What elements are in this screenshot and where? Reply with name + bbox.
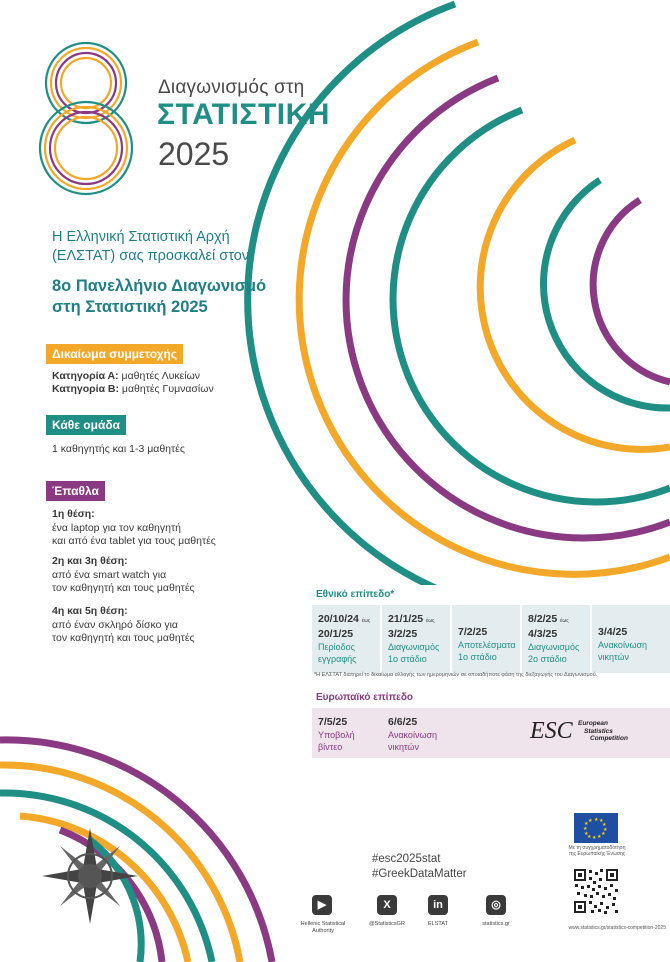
- arc-purple-2: [593, 200, 670, 382]
- national-panel: [312, 585, 670, 673]
- national-title: Εθνικό επίπεδο*: [316, 589, 395, 600]
- svg-text:★: ★: [594, 817, 599, 823]
- svg-text:★: ★: [584, 831, 589, 837]
- linkedin-label: ELSTAT: [428, 921, 448, 927]
- svg-text:★: ★: [603, 827, 608, 833]
- x-label: @StatisticsGR: [369, 921, 405, 927]
- hashtag-greekdata: #GreekDataMatter: [372, 868, 467, 880]
- prize-2: 2η και 3η θέση: από ένα smart watch για τον καθηγητή και τους μαθητές: [52, 555, 195, 594]
- header-line1: Διαγωνισμός στη: [158, 77, 305, 98]
- prize-1: 1η θέση: ένα laptop για τον καθηγητή και από ένα tablet για τους μαθητές: [52, 508, 216, 547]
- svg-text:★: ★: [597, 834, 602, 840]
- eligibility-label: Δικαίωμα συμμετοχής: [46, 344, 183, 364]
- prizes-label: Έπαθλα: [46, 481, 105, 501]
- national-cell-stage2: 8/2/25 έως 4/3/25 Διαγωνισμός 2ο στάδιο: [522, 605, 592, 673]
- svg-text:★: ★: [599, 818, 604, 824]
- svg-text:★: ★: [583, 826, 588, 832]
- team-label: Κάθε ομάδα: [46, 415, 126, 435]
- eu-caption: Με τη συγχρηματοδότηση της Ευρωπαϊκής Ένωσης: [568, 845, 626, 857]
- european-title: Ευρωπαϊκό επίπεδο: [316, 692, 414, 703]
- svg-text:★: ★: [587, 834, 592, 840]
- eu-flag: [574, 813, 618, 843]
- header-title: ΣΤΑΤΙΣΤΙΚΗ: [157, 98, 330, 131]
- intro-line2: (ΕΛΣΤΑΤ) σας προσκαλεί στον: [52, 248, 250, 264]
- national-timeline: [312, 605, 670, 673]
- european-timeline: [312, 708, 670, 758]
- eligibility-cat-b: Κατηγορία Β: μαθητές Γυμνασίων: [52, 383, 214, 395]
- svg-text:★: ★: [592, 835, 597, 841]
- national-cell-stage1: 21/1/25 έως 3/2/25 Διαγωνισμός 1ο στάδιο: [382, 605, 452, 673]
- svg-text:★: ★: [588, 818, 593, 824]
- elstat-emblem: [42, 828, 138, 924]
- hashtag-esc: #esc2025stat: [372, 853, 441, 865]
- svg-text:★: ★: [601, 831, 606, 837]
- team-text: 1 καθηγητής και 1-3 μαθητές: [52, 443, 185, 455]
- footer-url[interactable]: www.statistics.gr/statistics-competition-2025: [568, 925, 666, 931]
- eligibility-cat-a: Κατηγορία Α: μαθητές Λυκείων: [52, 370, 201, 382]
- european-cell-video: 7/5/25 Υποβολή βίντεο: [312, 708, 382, 758]
- header-year: 2025: [158, 136, 230, 172]
- youtube-label: Hellenic Statistical Authority: [300, 921, 346, 934]
- esc-logo: ESC European Statistics Competition: [530, 718, 628, 744]
- svg-text:★: ★: [584, 821, 589, 827]
- qr-code-icon[interactable]: [573, 868, 619, 914]
- prize-3: 4η και 5η θέση: από έναν σκληρό δίσκο για τον καθηγητή και τους μαθητές: [52, 605, 195, 644]
- linkedin-icon[interactable]: in: [428, 895, 448, 915]
- national-cell-winners: 3/4/25 Ανακοίνωση νικητών: [592, 605, 670, 673]
- european-cell-winners: 6/6/25 Ανακοίνωση νικητών: [382, 708, 462, 758]
- svg-text:★: ★: [602, 822, 607, 828]
- headline-line2: στη Στατιστική 2025: [52, 298, 208, 316]
- headline-line1: 8ο Πανελλήνιο Διαγωνισμό: [52, 277, 267, 295]
- national-note: *Η ΕΛΣΤΑΤ διατηρεί το δικαίωμα αλλαγής των ημερομηνιών σε οποιαδήποτε φάση της διεξαγωγής του Διαγωνισμού.: [314, 672, 598, 678]
- x-icon[interactable]: X: [377, 895, 397, 915]
- eu-stars-icon: [574, 813, 618, 843]
- national-cell-results: 7/2/25 Αποτελέσματα 1ο στάδιο: [452, 605, 522, 673]
- logo-eight-rings: [40, 43, 132, 194]
- instagram-icon[interactable]: ◎: [486, 895, 506, 915]
- national-cell-registration: 20/10/24 έως 20/1/25 Περίοδος εγγραφής: [312, 605, 382, 673]
- youtube-icon[interactable]: ▶: [312, 895, 332, 915]
- instagram-label: statistics.gr: [482, 921, 510, 927]
- intro-line1: Η Ελληνική Στατιστική Αρχή: [52, 229, 230, 245]
